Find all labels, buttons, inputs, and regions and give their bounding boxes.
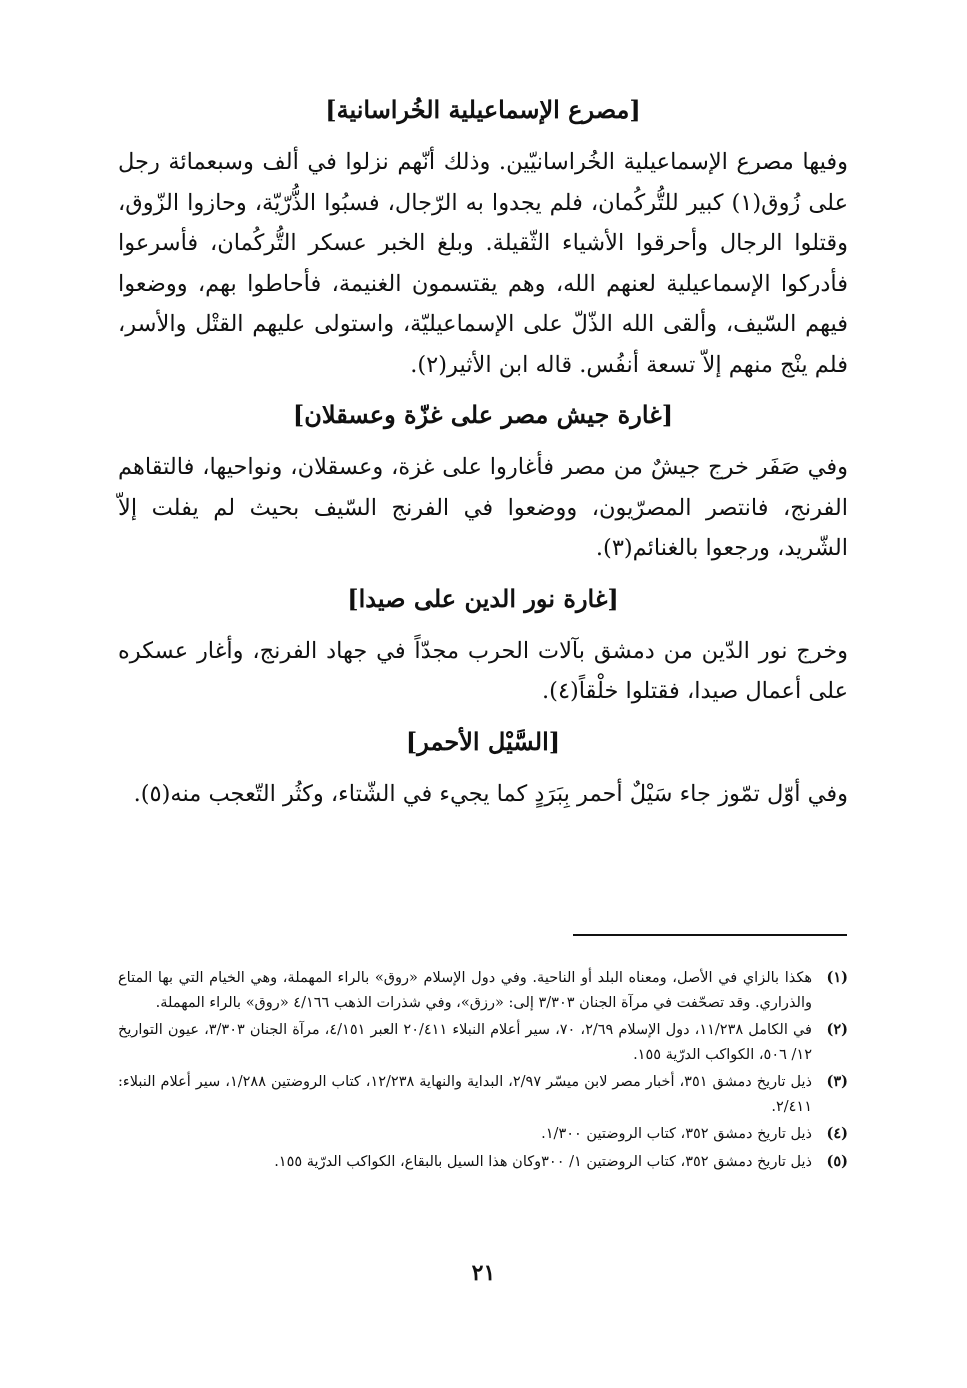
- footnote-1: [118, 966, 848, 1015]
- footnote-text: هكذا بالزاي في الأصل، ومعناه البلد أو الناحية. وفي دول الإسلام «روق» بالراء المهملة، وهي الخيام التي بها المتاع والذراري. وقد تصحّفت في مرآة الجنان ٣/٣٠٣ إلى: «رزق»، وفي شذرات الذهب ٤/١٦٦ «روق» بالراء المهملة.: [118, 970, 812, 1011]
- section-body-red-flood: وفي أوّل تمّوز جاء سَيْلٌ أحمر بِبَرَدٍ كما يجيء في الشّتاء، وكثُر التّعجب منه(٥).: [133, 780, 848, 807]
- footnote-text: ذيل تاريخ دمشق ٣٥١، أخبار مصر لابن ميسّر ٢/٩٧، البداية والنهاية ١٢/٢٣٨، كتاب الروضتين ١/٢٨٨، سير أعلام النبلاء: ٢/٤١١.: [118, 1074, 813, 1115]
- section-heading-sidon-raid: [غارة نور الدين على صيدا]: [347, 583, 619, 613]
- section-body-gaza-raid: وفي صَفَر خرج جيشٌ من مصر فأغاروا على غزة، وعسقلان، ونواحيها، فالتقاهم الفرنج، فانتصر المصرّيون، ووضعوا في الفرنج السّيف بحيث لم يفلت إلاّ الشّريد، ورجعوا بالغنائم(٣).: [118, 454, 848, 561]
- footnote-separator: [573, 934, 847, 936]
- section-heading-red-flood: [السَّيْل الأحمر]: [405, 726, 561, 756]
- page-number: ٢١: [471, 1260, 496, 1286]
- footnote-text: في الكامل ١١/٢٣٨، دول الإسلام ٢/٦٩، ٧٠، سير أعلام النبلاء ٢٠/٤١١ العبر ٤/١٥١، مرآة الجنان ٣/٣٠٣، عيون التواريخ ١٢/ ٥٠٦، الكواكب الدرّية ١٥٥.: [118, 1022, 812, 1063]
- footnote-number: (٥): [826, 1152, 848, 1170]
- footnote-number: (٣): [826, 1073, 848, 1090]
- section-body-ismailiyya: وفيها مصرع الإسماعيلية الخُراسانيّين. وذلك أنّهم نزلوا في ألف وسبعمائة رجل على زُوق(١) كبير للتُّركُمان، فلم يجدوا به الرّجال، فسبُوا الذُّرّيّة، وحازوا الزّوق، وقتلوا الرجال وأحرقوا الأشياء الثّقيلة. وبلغ الخبر عسكر التُّركُمان، فأسرعوا فأدركوا الإسماعيلية لعنهم الله، وهم يقتسمون الغنيمة، فأحاطوا بهم، ووضعوا فيهم السّيف، وألقى الله الذّلّ على الإسماعيليّة، واستولى عليهم القتْل والأسر، فلم ينْج منهم إلاّ تسعة أنفُس. قاله ابن الأثير(٢).: [118, 149, 848, 378]
- footnotes: [118, 966, 848, 1177]
- footnote-number: (١): [826, 969, 848, 986]
- footnote-text: ذيل تاريخ دمشق ٣٥٢، كتاب الروضتين ١/ ٣٠٠وكان هذا السيل بالبقاع، الكواكب الدرّية ١٥٥.: [274, 1153, 812, 1170]
- footnote-3: [118, 1070, 848, 1119]
- section-body-sidon-raid: وخرج نور الدّين من دمشق بآلات الحرب مجدّاً في جهاد الفرنج، وأغار عسكره على أعمال صيدا، فقتلوا خلْقاً(٤).: [118, 637, 848, 704]
- footnote-text: ذيل تاريخ دمشق ٣٥٢، كتاب الروضتين ١/٣٠٠.: [541, 1126, 812, 1142]
- footnote-number: (٤): [826, 1125, 848, 1142]
- footnote-2: [118, 1018, 848, 1067]
- section-heading-gaza-raid: [غارة جيش مصر على غزّة وعسقلان]: [292, 400, 674, 429]
- main-text: [118, 92, 848, 814]
- section-heading-ismailiyya: [مصرع الإسماعيلية الخُراسانية]: [325, 95, 641, 124]
- footnote-5: [118, 1150, 848, 1175]
- footnote-number: (٢): [826, 1021, 848, 1038]
- footnote-4: [118, 1122, 848, 1147]
